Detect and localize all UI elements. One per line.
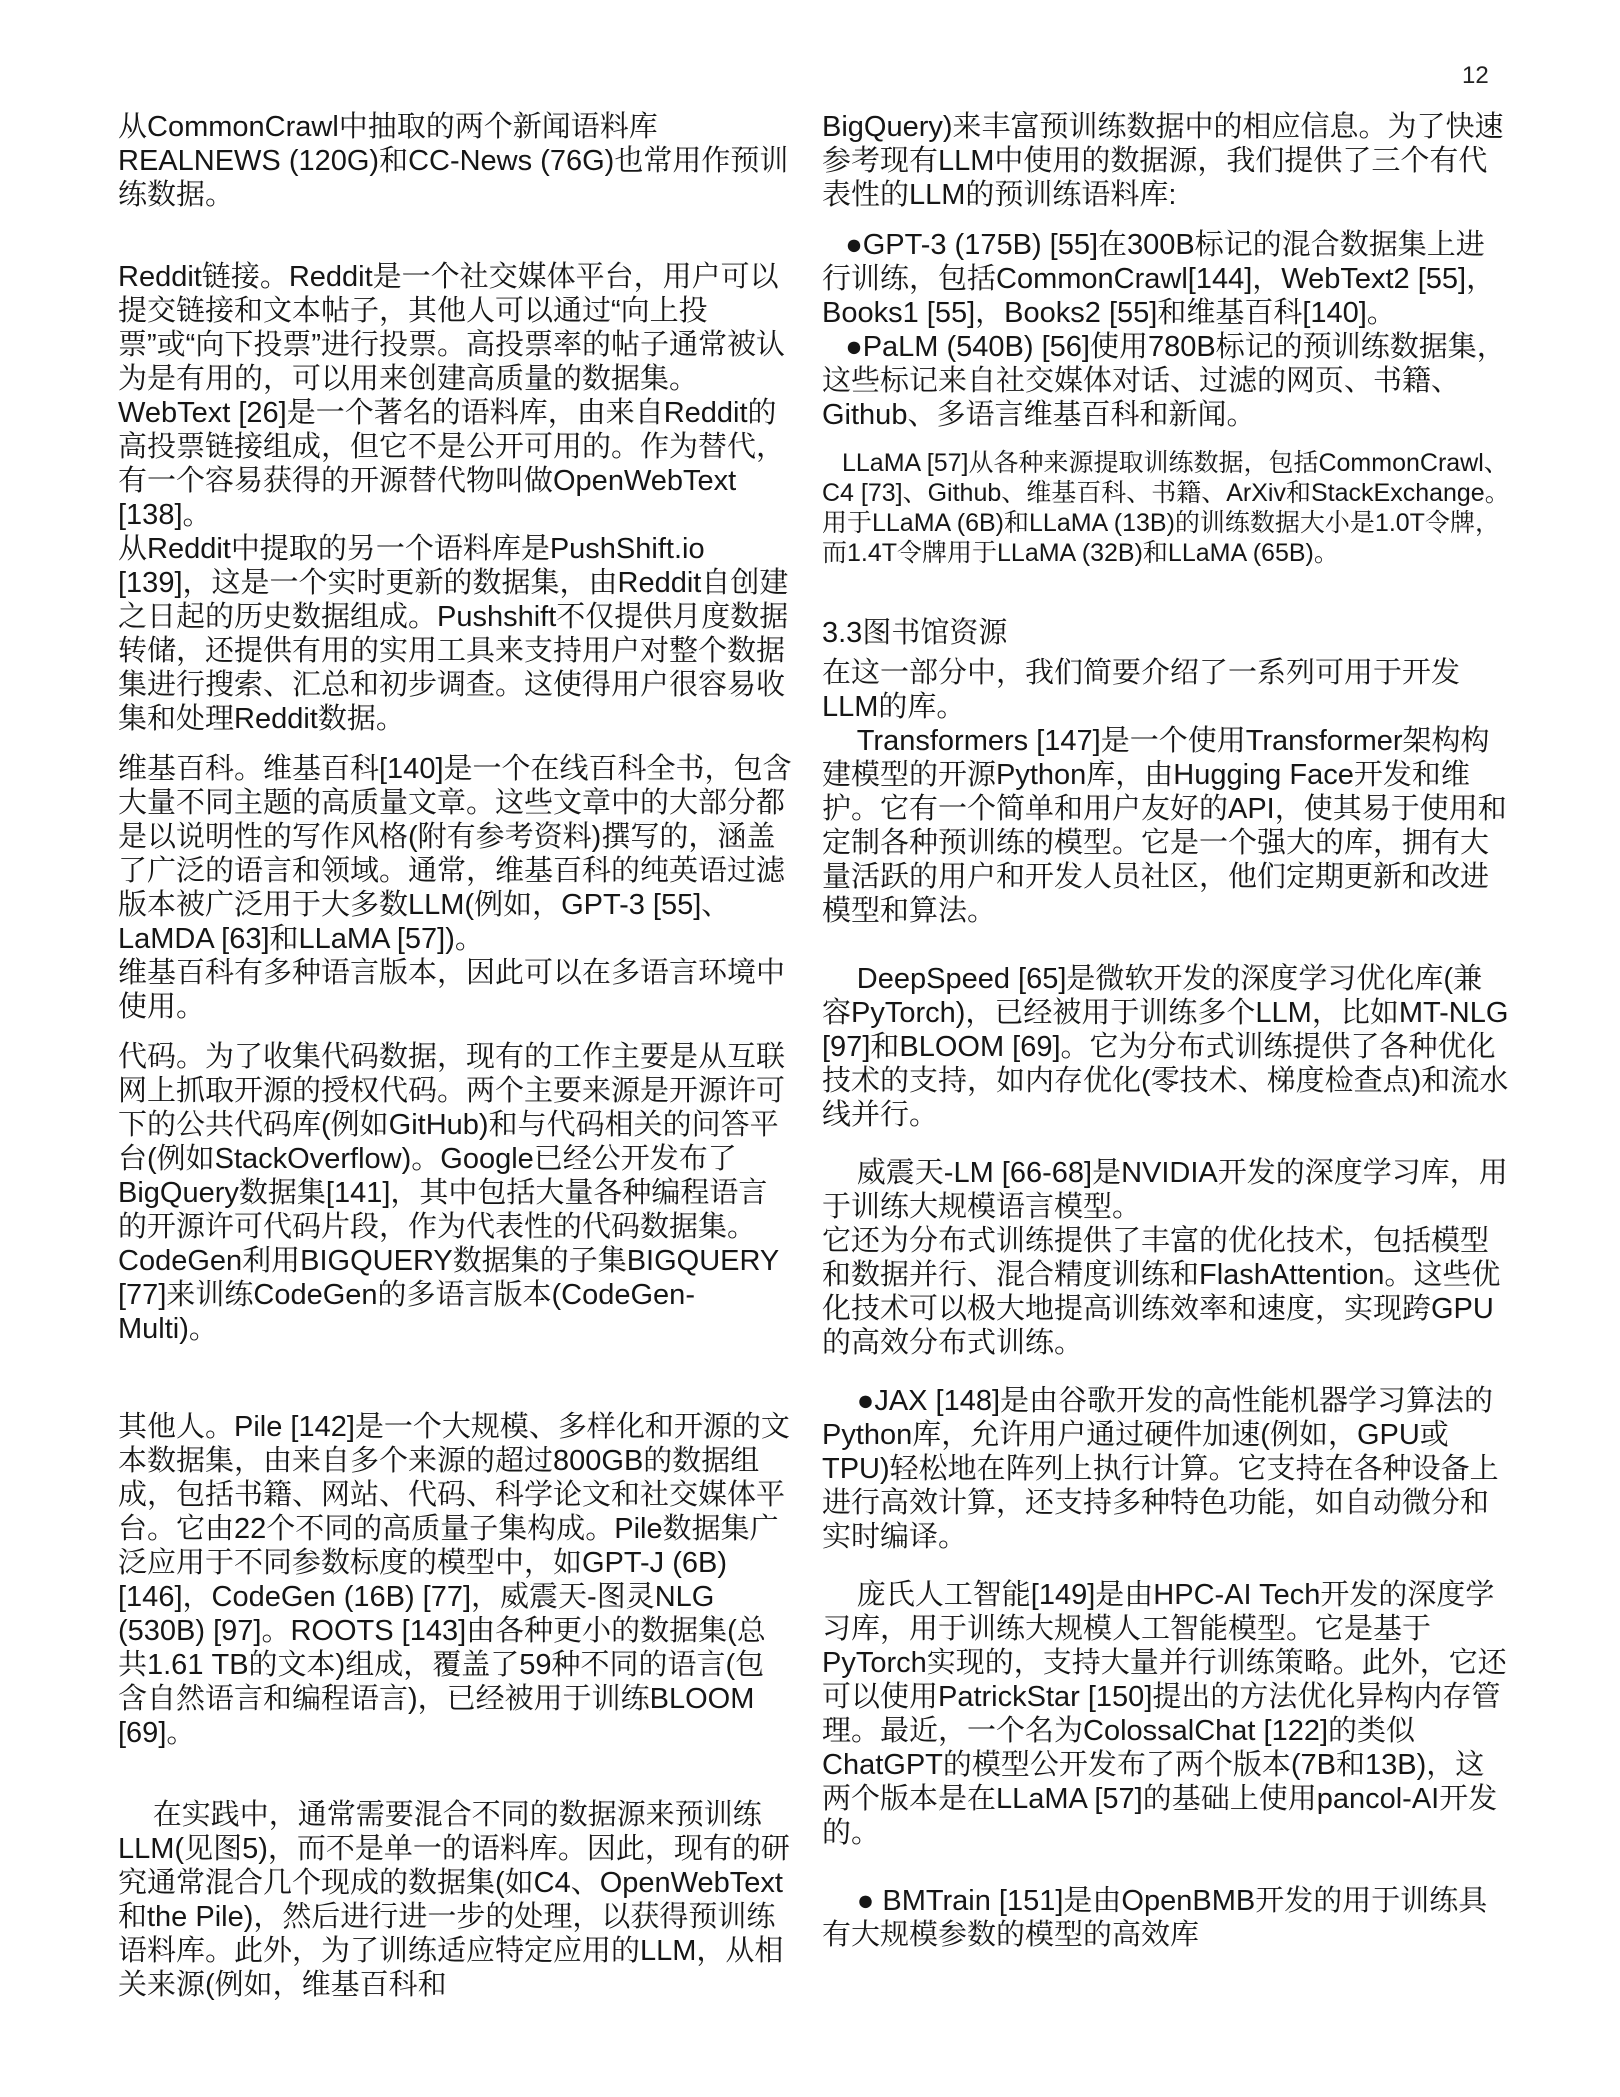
section-heading-library-resources: 3.3图书馆资源 [822,617,1008,649]
bullet-bmtrain: ● BMTrain [151]是由OpenBMB开发的用于训练具有大规模参数的模型的高效库 [822,1885,1488,1951]
paragraph-megatron-lm: 威震天-LM [66-68]是NVIDIA开发的深度学习库，用于训练大规模语言模型。 [822,1157,1508,1223]
bullet-gpt3-corpus: ●GPT-3 (175B) [55]在300B标记的混合数据集上进行训练，包括CommonCrawl[144]，WebText2 [55]，Books1 [55]，Books2 [55]和维基百科[140]。 [822,229,1496,329]
paragraph-data-mixture: 在实践中，通常需要混合不同的数据源来预训练LLM(见图5)，而不是单一的语料库。因此，现有的研究通常混合几个现成的数据集(如C4、OpenWebText和the Pile)，然后进行进一步的处理，以获得预训练语料库。此外，为了训练适应特定应用的LLM，从相关来源(例如，维基百科和 [118,1799,790,2001]
paragraph-code-data: 代码。为了收集代码数据，现有的工作主要是从互联网上抓取开源的授权代码。两个主要来源是开源许可下的公共代码库(例如GitHub)和与代码相关的问答平台(例如StackOverflow)。Google已经公开发布了BigQuery数据集[141]，其中包括大量各种编程语言的开源许可代码片段，作为代表性的代码数据集。CodeGen利用BIGQUERY数据集的子集BIGQUERY [77]来训练CodeGen的多语言版本(CodeGen-Multi)。 [118,1041,786,1345]
right-column [822,110,1510,1952]
paragraph-colossal-ai: 庞氏人工智能[149]是由HPC-AI Tech开发的深度学习库，用于训练大规模人工智能模型。它是基于PyTorch实现的，支持大量并行训练策略。此外，它还可以使用PatrickStar [150]提出的方法优化异构内存管理。最近，一个名为ColossalChat [122]的类似ChatGPT的模型公开发布了两个版本(7B和13B)，这两个版本是在LLaMA [57]的基础上使用pancol-AI开发的。 [822,1579,1507,1849]
paragraph-reddit-links: Reddit链接。Reddit是一个社交媒体平台，用户可以提交链接和文本帖子，其他人可以通过“向上投票”或“向下投票”进行投票。高投票率的帖子通常被认为是有用的，可以用来创建高质量的数据集。WebText [26]是一个著名的语料库，由来自Reddit的高投票链接组成，但它不是公开可用的。作为替代，有一个容易获得的开源替代物叫做OpenWebText [138]。 [118,261,786,531]
paragraph-commoncrawl-news: 从CommonCrawl中抽取的两个新闻语料库REALNEWS (120G)和CC-News (76G)也常用作预训练数据。 [118,111,789,211]
bullet-jax: ●JAX [148]是由谷歌开发的高性能机器学习算法的Python库，允许用户通过硬件加速(例如，GPU或TPU)轻松地在阵列上执行计算。它支持在各种设备上进行高效计算，还支持多种特色功能，如自动微分和实时编译。 [822,1385,1499,1553]
paragraph-wikipedia: 维基百科。维基百科[140]是一个在线百科全书，包含大量不同主题的高质量文章。这些文章中的大部分都是以说明性的写作风格(附有参考资料)撰写的，涵盖了广泛的语言和领域。通常，维基百科的纯英语过滤版本被广泛用于大多数LLM(例如，GPT-3 [55]、LaMDA [63]和LLaMA [57])。 [118,753,792,955]
paragraph-pushshift: 从Reddit中提取的另一个语料库是PushShift.io [139]，这是一个实时更新的数据集，由Reddit自创建之日起的历史数据组成。Pushshift不仅提供月度数据转储，还提供有用的实用工具来支持用户对整个数据集进行搜索、汇总和初步调查。这使得用户很容易收集和处理Reddit数据。 [118,533,789,735]
paragraph-wikipedia-languages: 维基百科有多种语言版本，因此可以在多语言环境中使用。 [118,957,786,1023]
paragraph-megatron-lm-optimizations: 它还为分布式训练提供了丰富的优化技术，包括模型和数据并行、混合精度训练和FlashAttention。这些优化技术可以极大地提高训练效率和速度，实现跨GPU的高效分布式训练。 [822,1225,1501,1359]
paragraph-bigquery-intro: BigQuery)来丰富预训练数据中的相应信息。为了快速参考现有LLM中使用的数据源，我们提供了三个有代表性的LLM的预训练语料库: [822,111,1504,211]
paragraph-transformers: Transformers [147]是一个使用Transformer架构构建模型的开源Python库，由Hugging Face开发和维护。它有一个简单和用户友好的API，使其易于使用和定制各种预训练的模型。它是一个强大的库，拥有大量活跃的用户和开发人员社区，他们定期更新和改进模型和算法。 [822,725,1507,927]
paragraph-llama-sources: LLaMA [57]从各种来源提取训练数据，包括CommonCrawl、C4 [73]、Github、维基百科、书籍、ArXiv和StackExchange。用于LLaMA (6B)和LLaMA (13B)的训练数据大小是1.0T令牌，而1.4T令牌用于LLaMA (32B)和LLaMA (65B)。 [822,449,1510,567]
paragraph-library-intro: 在这一部分中，我们简要介绍了一系列可用于开发LLM的库。 [822,657,1461,723]
paragraph-pile-roots: 其他人。Pile [142]是一个大规模、多样化和开源的文本数据集，由来自多个来源的超过800GB的数据组成，包括书籍、网站、代码、科学论文和社交媒体平台。它由22个不同的高质量子集构成。Pile数据集广泛应用于不同参数标度的模型中，如GPT-J (6B) [146]，CodeGen (16B) [77]，威震天-图灵NLG (530B) [97]。ROOTS [143]由各种更小的数据集(总共1.61 TB的文本)组成，覆盖了59种不同的语言(包含自然语言和编程语言)，已经被用于训练BLOOM [69]。 [118,1411,790,1749]
left-column [118,110,792,2002]
page-number: 12 [1462,62,1489,89]
bullet-palm-corpus: ●PaLM (540B) [56]使用780B标记的预训练数据集，这些标记来自社交媒体对话、过滤的网页、书籍、Github、多语言维基百科和新闻。 [822,331,1506,431]
paragraph-deepspeed: DeepSpeed [65]是微软开发的深度学习优化库(兼容PyTorch)，已经被用于训练多个LLM，比如MT-NLG [97]和BLOOM [69]。它为分布式训练提供了各种优化技术的支持，如内存优化(零技术、梯度检查点)和流水线并行。 [822,963,1509,1131]
